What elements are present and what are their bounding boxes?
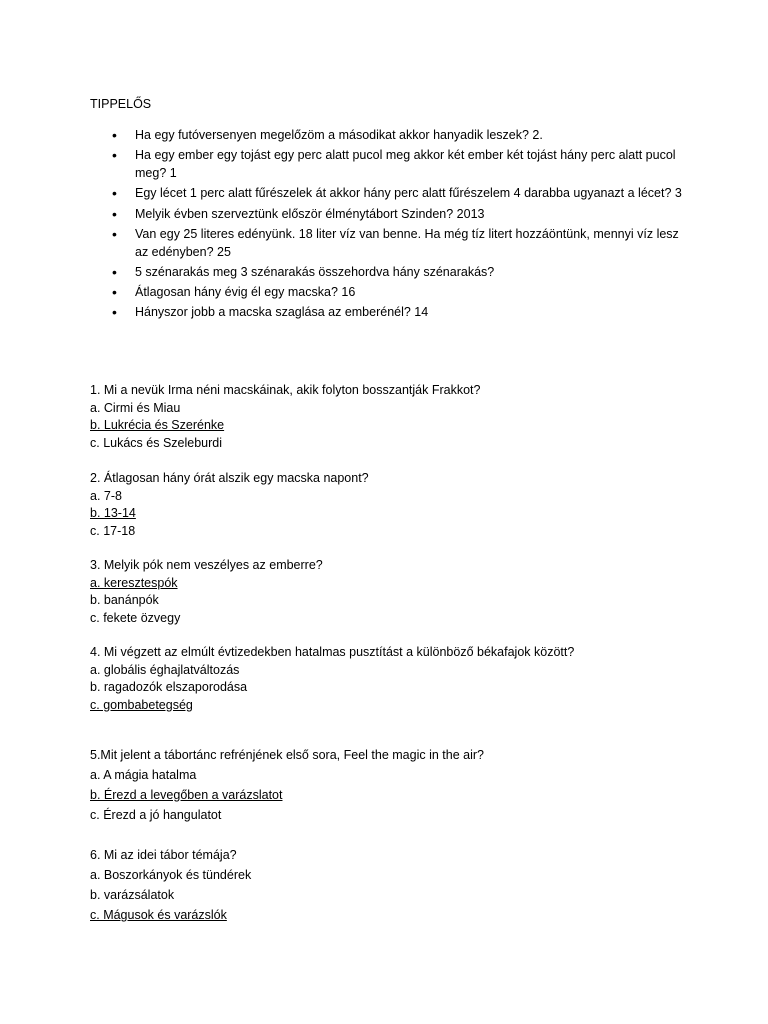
answer-option-correct: c. Mágusok és varázslók [90,908,227,922]
question-text: 4. Mi végzett az elmúlt évtizedekben hatalmas pusztítást a különböző békafajok között? [90,645,575,659]
answer-option-correct: b. 13-14 [90,506,136,520]
guess-item-3: • Egy lécet 1 perc alatt fűrészelek át akkor hány perc alatt fűrészelem 4 darabba ugyanazt a lécet? 3 [90,184,690,202]
guess-item-6: • 5 szénarakás meg 3 szénarakás összehordva hány szénarakás? [90,263,690,281]
guess-item-2: • Ha egy ember egy tojást egy perc alatt pucol meg akkor két ember két tojást hány perc alatt pucol meg? 1 [90,146,690,182]
answer-option: c. 17-18 [90,523,136,538]
question-text: 3. Melyik pók nem veszélyes az emberre? [90,558,323,572]
answer-option: a. Boszorkányok és tündérek [90,868,252,882]
answer-option-correct: b. Lukrécia és Szerénke [90,418,225,432]
answer-option: a. Cirmi és Miau [90,400,181,415]
guess-list [90,126,690,324]
guess-item-5: • Van egy 25 literes edényünk. 18 liter víz van benne. Ha még tíz litert hozzáöntünk, mennyi víz lesz az edényben? 25 [90,225,690,261]
quiz-question-6 [90,845,251,925]
question-text: 2. Átlagosan hány órát alszik egy macska napont? [90,471,369,485]
quiz-question-3 [90,557,323,627]
answer-option: c. Érezd a jó hangulatot [90,808,222,822]
guess-item-4: • Melyik évben szerveztünk először élménytábort Szinden? 2013 [90,205,690,223]
quiz-question-5 [90,745,484,825]
answer-option: a. 7-8 [90,488,122,503]
question-text: 1. Mi a nevük Irma néni macskáinak, akik folyton bosszantják Frakkot? [90,383,481,397]
guess-item-8: • Hányszor jobb a macska szaglása az emberénél? 14 [90,303,690,321]
answer-option: c. Lukács és Szeleburdi [90,435,223,450]
guess-item-7: • Átlagosan hány évig él egy macska? 16 [90,283,690,301]
answer-option: a. A mágia hatalma [90,768,197,782]
answer-option: b. ragadozók elszaporodása [90,680,248,694]
answer-option-correct: c. gombabetegség [90,697,193,712]
answer-option: b. banánpók [90,593,159,607]
quiz-question-2 [90,470,369,540]
quiz-question-1 [90,382,480,452]
answer-option: c. fekete özvegy [90,610,181,625]
answer-option: b. varázsálatok [90,888,175,902]
guess-item-1: • Ha egy futóversenyen megelőzöm a másodikat akkor hanyadik leszek? 2. [90,126,690,144]
quiz-question-4 [90,644,574,714]
answer-option-correct: a. keresztespók [90,575,178,590]
document-title: TIPPELŐS [90,97,152,111]
question-text: 6. Mi az idei tábor témája? [90,848,237,862]
answer-option-correct: b. Érezd a levegőben a varázslatot [90,788,283,802]
answer-option: a. globális éghajlatváltozás [90,662,240,677]
question-text: 5.Mit jelent a tábortánc refrénjének első sora, Feel the magic in the air? [90,748,484,762]
